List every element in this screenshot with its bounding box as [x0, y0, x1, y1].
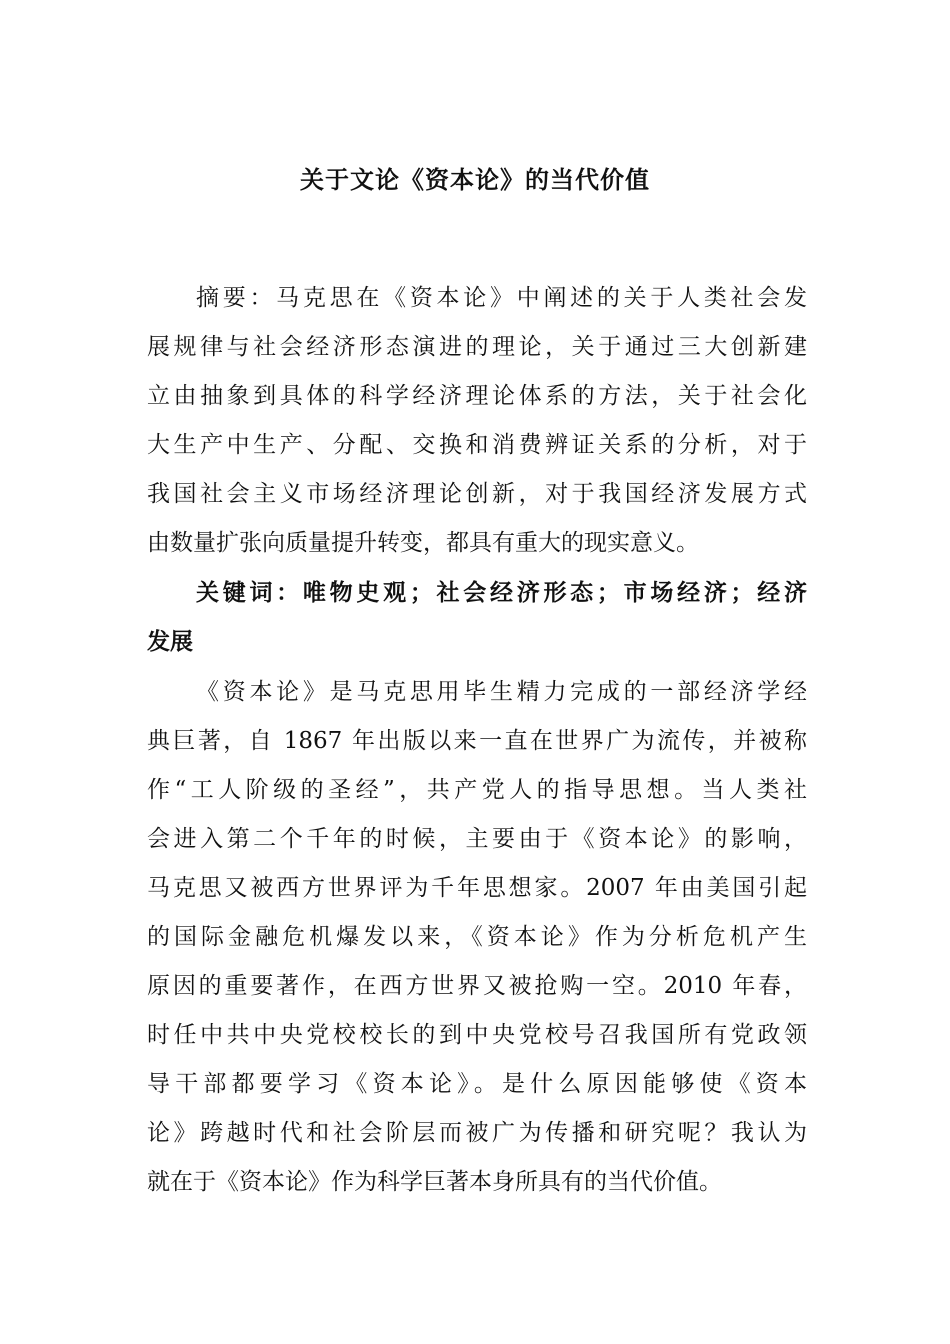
abstract-line: 展规律与社会经济形态演进的理论，关于通过三大创新建 [147, 334, 807, 360]
body-line: 会进入第二个千年的时候，主要由于《资本论》的影响， [147, 826, 807, 852]
body-line: 论》跨越时代和社会阶层而被广为传播和研究呢？我认为 [147, 1120, 807, 1146]
abstract-line: 摘要：马克思在《资本论》中阐述的关于人类社会发 [196, 285, 807, 311]
body-line: 《资本论》是马克思用毕生精力完成的一部经济学经 [196, 679, 807, 705]
keywords-line: 关键词：唯物史观；社会经济形态；市场经济；经济 [196, 580, 807, 606]
body-line: 典巨著，自 1867 年出版以来一直在世界广为流传，并被称 [147, 728, 807, 754]
document-title: 关于文论《资本论》的当代价值 [300, 166, 650, 194]
abstract-line: 由数量扩张向质量提升转变，都具有重大的现实意义。 [147, 530, 699, 556]
body-line: 的国际金融危机爆发以来，《资本论》作为分析危机产生 [147, 924, 807, 950]
body-line: 马克思又被西方世界评为千年思想家。2007 年由美国引起 [147, 875, 807, 901]
body-line: 作“工人阶级的圣经”，共产党人的指导思想。当人类社 [147, 777, 807, 803]
body-line: 就在于《资本论》作为科学巨著本身所具有的当代价值。 [147, 1169, 722, 1195]
keywords-line: 发展 [147, 629, 193, 655]
abstract-line: 立由抽象到具体的科学经济理论体系的方法，关于社会化 [147, 383, 807, 409]
abstract-line: 大生产中生产、分配、交换和消费辨证关系的分析，对于 [147, 432, 807, 458]
abstract-line: 我国社会主义市场经济理论创新，对于我国经济发展方式 [147, 481, 807, 507]
body-line: 导干部都要学习《资本论》。是什么原因能够使《资本 [147, 1071, 807, 1097]
body-line: 原因的重要著作，在西方世界又被抢购一空。2010 年春， [147, 973, 807, 999]
body-line: 时任中共中央党校校长的到中央党校号召我国所有党政领 [147, 1022, 807, 1048]
